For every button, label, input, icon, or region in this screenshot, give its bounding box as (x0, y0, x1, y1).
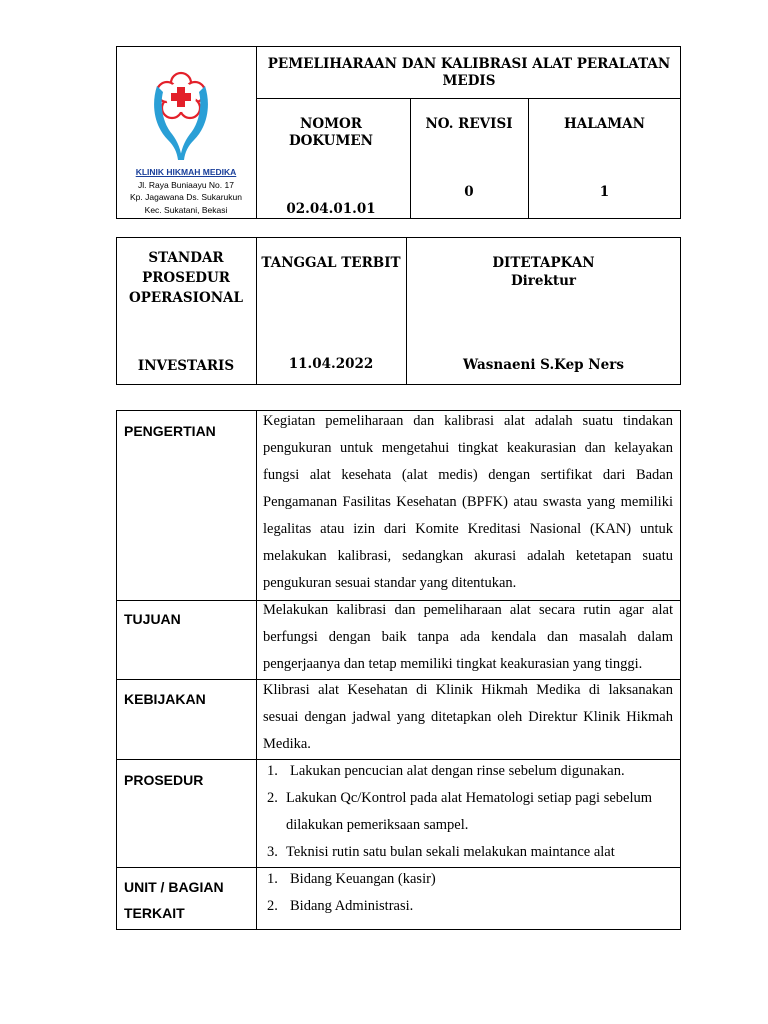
clinic-address-2: Kp. Jagawana Ds. Sukarukun (130, 192, 242, 202)
nomor-dokumen-value: 02.04.01.01 (286, 201, 376, 217)
terkait-label: TERKAIT (124, 905, 185, 921)
nomor-dokumen-label: NOMOR DOKUMEN (288, 116, 374, 149)
jabatan-label: Direktur (510, 273, 577, 289)
signer-name: Wasnaeni S.Kep Ners (463, 357, 624, 373)
list-item (263, 758, 675, 785)
tanggal-terbit-label: TANGGAL TERBIT (261, 255, 401, 271)
pengertian-label: PENGERTIAN (124, 423, 216, 439)
sop-label: STANDAR PROSEDUR OPERASIONAL (128, 250, 244, 306)
clinic-address-1: Jl. Raya Buniaayu No. 17 (138, 180, 234, 190)
list-text: Bidang Administrasi. (290, 898, 414, 914)
list-item (263, 785, 675, 839)
document-title: PEMELIHARAAN DAN KALIBRASI ALAT PERALATAN MEDIS (267, 56, 671, 89)
divider (256, 46, 257, 219)
tujuan-label: TUJUAN (124, 611, 181, 627)
prosedur-list (263, 758, 675, 866)
list-item (263, 866, 675, 893)
list-text: Lakukan pencucian alat dengan rinse sebelum digunakan. (290, 763, 625, 779)
kebijakan-text: Klibrasi alat Kesehatan di Klinik Hikmah Medika di laksanakan sesuai dengan jadwal yang ditetapkan oleh Direktur Klinik Hikmah Medika. (263, 682, 673, 752)
list-text: Teknisi rutin satu bulan sekali melakukan maintance alat (286, 844, 615, 860)
unit-bagian-label: UNIT / BAGIAN (124, 879, 224, 895)
clinic-name: KLINIK HIKMAH MEDIKA (135, 167, 237, 177)
tujuan-text: Melakukan kalibrasi dan pemeliharaan alat secara rutin agar alat berfungsi dengan baik tanpa ada kendala dan masalah dalam pengerjaanya dan tetap memiliki tingkat keakurasian yang tinggi. (263, 602, 673, 672)
ditetapkan-label: DITETAPKAN (492, 255, 595, 271)
list-number: 3. (267, 844, 278, 860)
no-revisi-value: 0 (464, 184, 474, 200)
prosedur-label: PROSEDUR (124, 772, 204, 788)
list-number: 2. (267, 898, 278, 914)
list-item (263, 893, 675, 920)
list-text: Bidang Keuangan (kasir) (290, 871, 436, 887)
list-number: 2. (267, 790, 278, 806)
list-item (263, 839, 675, 866)
clinic-logo (148, 70, 214, 162)
no-revisi-label: NO. REVISI (425, 116, 513, 132)
tanggal-terbit-value: 11.04.2022 (288, 356, 374, 372)
unit-value: INVESTARIS (137, 358, 235, 374)
pengertian-text: Kegiatan pemeliharaan dan kalibrasi alat adalah suatu tindakan pengukuran untuk mengetahui tingkat keakurasian dan kelayakan fungsi alat kesehata (alat medis) dengan sertifikat dari Badan Pengamanan Fasilitas Kesehatan (BPFK) atau swasta yang memiliki legalitas atau izin dari Komite Kreditasi Nasional (KAN) untuk melakukan kalibrasi, sedangkan akurasi adalah ketetapan suatu pengukuran sesuai standar yang ditentukan. (263, 413, 673, 591)
unit-list (263, 866, 675, 920)
divider (256, 98, 681, 99)
kebijakan-label: KEBIJAKAN (124, 691, 206, 707)
clinic-address-3: Kec. Sukatani, Bekasi (144, 205, 228, 215)
list-text: Lakukan Qc/Kontrol pada alat Hematologi setiap pagi sebelum dilakukan pemeriksaan sampel. (286, 790, 653, 833)
divider (256, 410, 257, 930)
halaman-value: 1 (599, 184, 610, 200)
list-number: 1. (267, 763, 278, 779)
halaman-label: HALAMAN (564, 116, 645, 132)
list-number: 1. (267, 871, 278, 887)
